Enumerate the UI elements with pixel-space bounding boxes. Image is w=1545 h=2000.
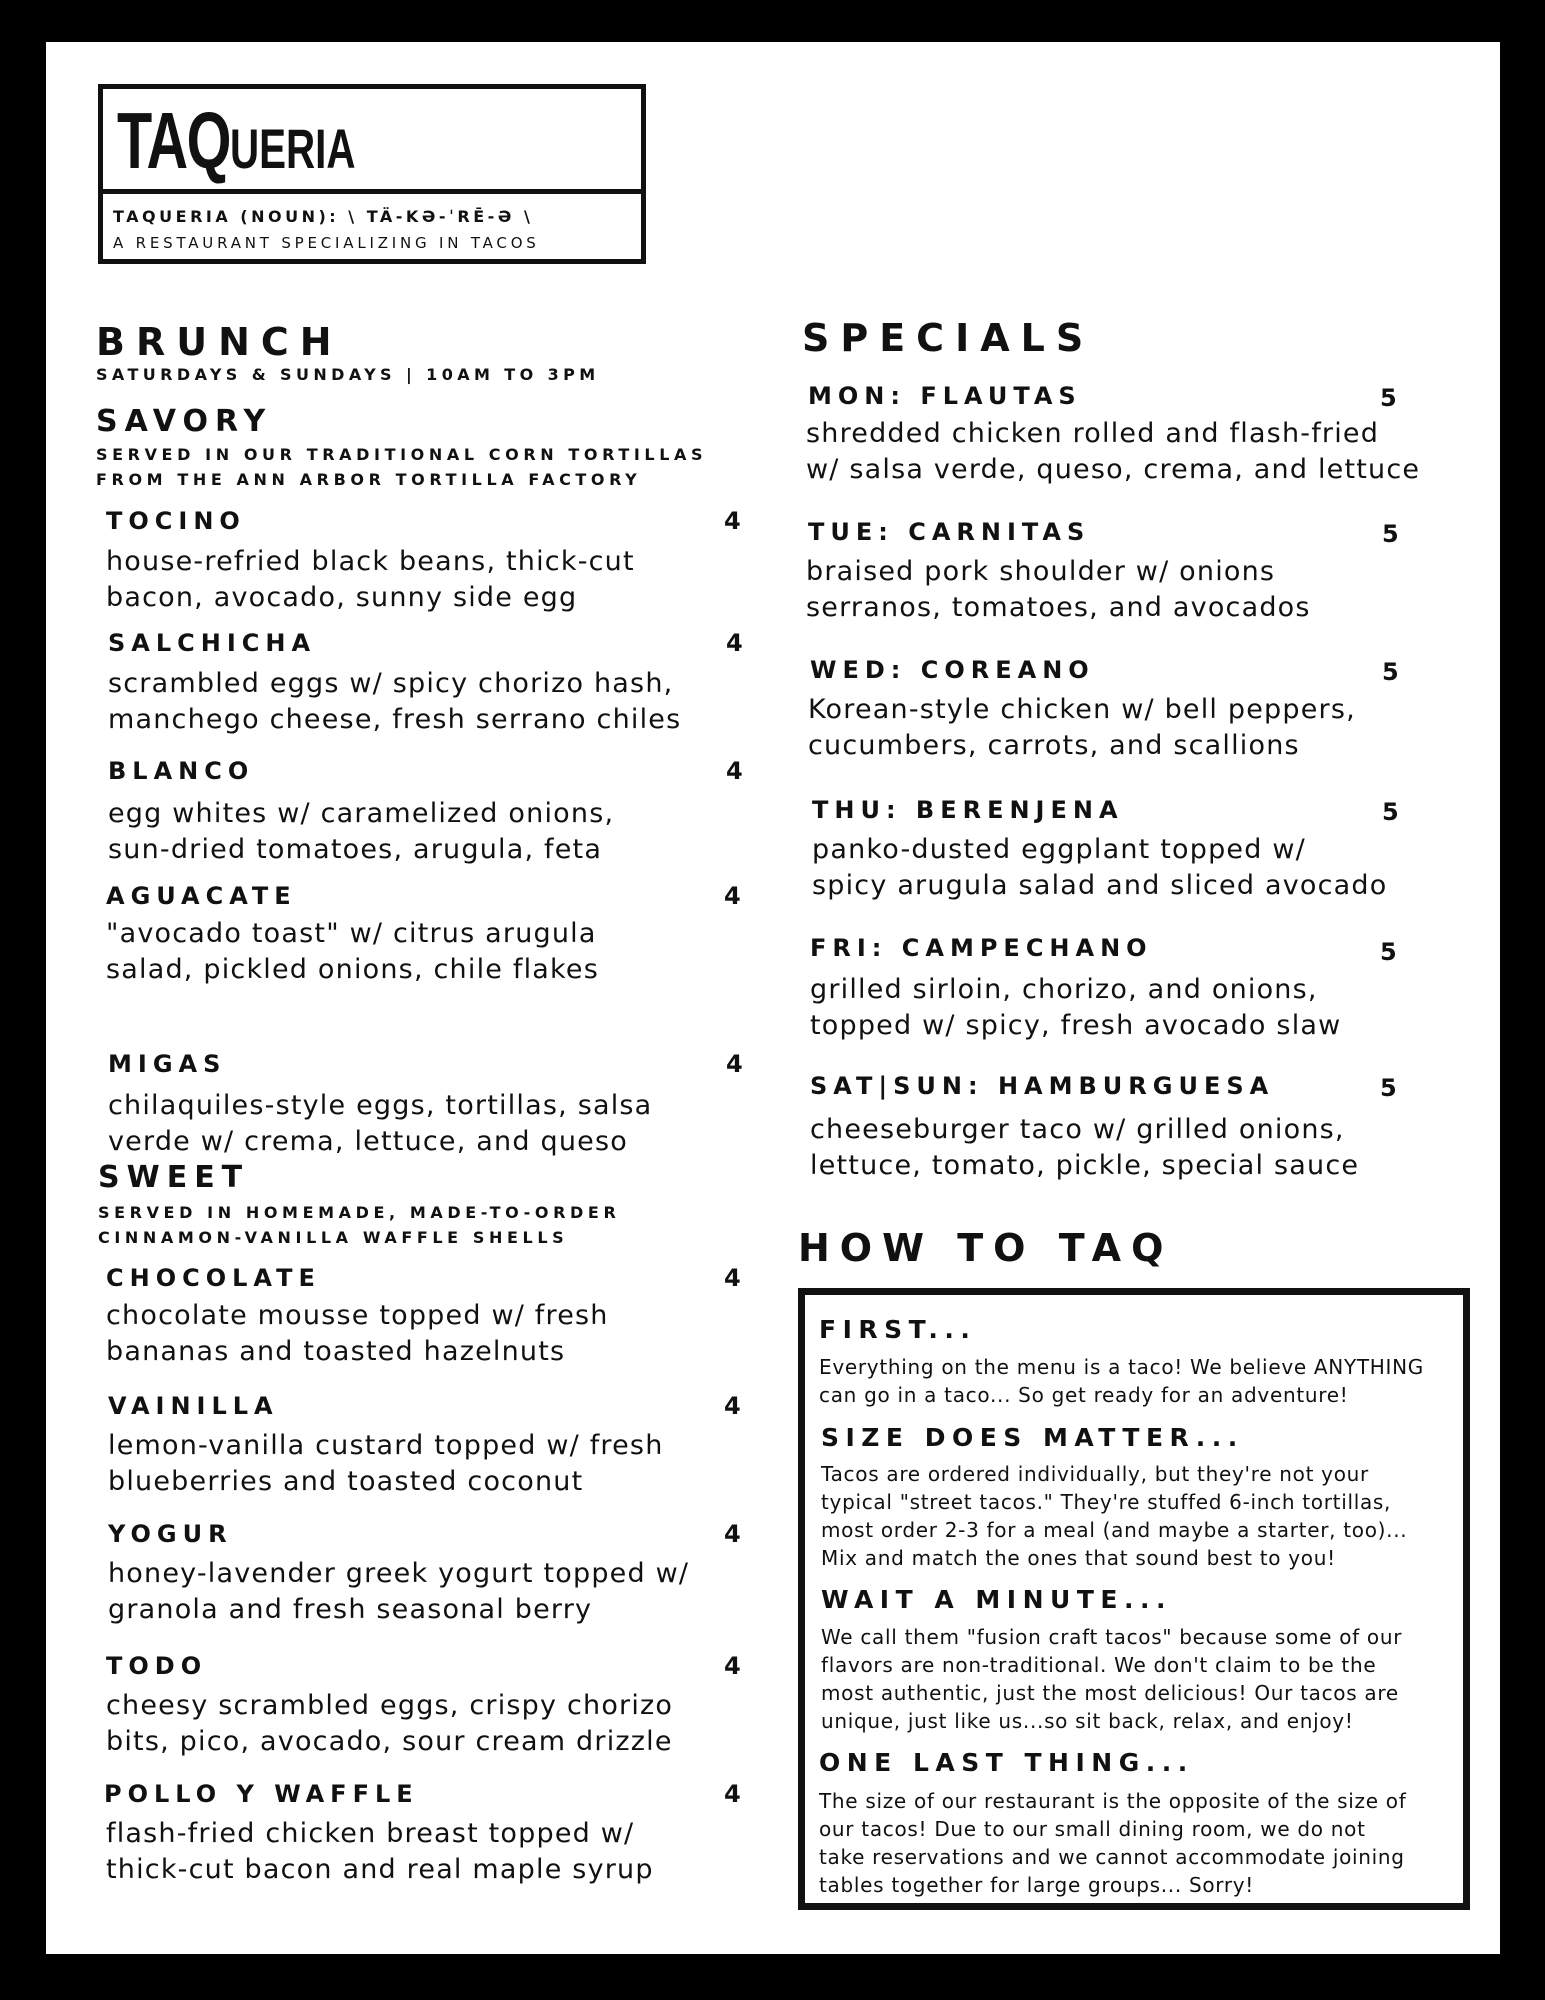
sweet-subtitle-line-2: CINNAMON-VANILLA WAFFLE SHELLS bbox=[98, 1228, 569, 1247]
item-description-line-2: cucumbers, carrots, and scallions bbox=[808, 730, 1300, 761]
brunch-schedule: SATURDAYS & SUNDAYS | 10AM TO 3PM bbox=[96, 365, 600, 384]
how-to-box bbox=[798, 1288, 1470, 1910]
item-description-line-1: cheeseburger taco w/ grilled onions, bbox=[810, 1114, 1345, 1145]
item-name: WED: COREANO bbox=[810, 656, 1095, 684]
section-heading: SIZE DOES MATTER... bbox=[821, 1423, 1244, 1452]
section-line: The size of our restaurant is the opposite of the size of bbox=[819, 1789, 1407, 1813]
section-line: Tacos are ordered individually, but they're not your bbox=[821, 1462, 1369, 1486]
item-description-line-2: serranos, tomatoes, and avocados bbox=[806, 592, 1311, 623]
item-name: TUE: CARNITAS bbox=[808, 518, 1091, 546]
savory-title: SAVORY bbox=[96, 404, 273, 439]
section-line: Mix and match the ones that sound best to you! bbox=[821, 1546, 1336, 1570]
item-price: 4 bbox=[724, 1392, 741, 1420]
section-line: tables together for large groups... Sorry! bbox=[819, 1873, 1255, 1897]
section-heading: ONE LAST THING... bbox=[819, 1748, 1194, 1777]
item-price: 4 bbox=[726, 1050, 743, 1078]
logo-big-letters: TAQ bbox=[117, 96, 230, 185]
section-line: take reservations and we cannot accommodate joining bbox=[819, 1845, 1405, 1869]
item-name: TODO bbox=[106, 1652, 208, 1680]
section-heading: FIRST... bbox=[819, 1315, 977, 1344]
section-line: most authentic, just the most delicious! Our tacos are bbox=[821, 1681, 1399, 1705]
item-description-line-2: topped w/ spicy, fresh avocado slaw bbox=[810, 1010, 1342, 1041]
item-description-line-2: manchego cheese, fresh serrano chiles bbox=[108, 704, 682, 735]
logo bbox=[117, 96, 356, 185]
item-description-line-1: egg whites w/ caramelized onions, bbox=[108, 798, 615, 829]
item-name: AGUACATE bbox=[106, 882, 297, 910]
section-line: most order 2-3 for a meal (and maybe a starter, too)... bbox=[821, 1518, 1408, 1542]
item-price: 4 bbox=[724, 507, 741, 535]
section-line: flavors are non-traditional. We don't claim to be the bbox=[821, 1653, 1377, 1677]
item-price: 4 bbox=[724, 1780, 741, 1808]
item-price: 4 bbox=[726, 629, 743, 657]
item-description-line-2: verde w/ crema, lettuce, and queso bbox=[108, 1126, 628, 1157]
item-description-line-2: bacon, avocado, sunny side egg bbox=[106, 582, 578, 613]
item-name: VAINILLA bbox=[108, 1392, 279, 1420]
section-line: We call them "fusion craft tacos" because some of our bbox=[821, 1625, 1403, 1649]
definition-line-2: A RESTAURANT SPECIALIZING IN TACOS bbox=[113, 234, 540, 252]
sweet-subtitle-line-1: SERVED IN HOMEMADE, MADE-TO-ORDER bbox=[98, 1203, 621, 1222]
item-description-line-1: chilaquiles-style eggs, tortillas, salsa bbox=[108, 1090, 653, 1121]
item-description-line-1: Korean-style chicken w/ bell peppers, bbox=[808, 694, 1356, 725]
item-description-line-2: granola and fresh seasonal berry bbox=[108, 1594, 593, 1625]
item-description-line-1: "avocado toast" w/ citrus arugula bbox=[106, 918, 597, 949]
how-to-title: HOW TO TAQ bbox=[798, 1226, 1174, 1270]
specials-title: SPECIALS bbox=[802, 316, 1095, 360]
item-description-line-2: lettuce, tomato, pickle, special sauce bbox=[810, 1150, 1360, 1181]
item-name: THU: BERENJENA bbox=[812, 796, 1124, 824]
sweet-title: SWEET bbox=[98, 1160, 250, 1195]
item-price: 4 bbox=[724, 1652, 741, 1680]
item-description-line-1: house-refried black beans, thick-cut bbox=[106, 546, 635, 577]
savory-subtitle-line-2: FROM THE ANN ARBOR TORTILLA FACTORY bbox=[96, 470, 642, 489]
item-description-line-1: chocolate mousse topped w/ fresh bbox=[106, 1300, 609, 1331]
item-price: 4 bbox=[726, 757, 743, 785]
savory-subtitle-line-1: SERVED IN OUR TRADITIONAL CORN TORTILLAS bbox=[96, 445, 708, 464]
item-price: 5 bbox=[1380, 1074, 1397, 1102]
item-description-line-2: bananas and toasted hazelnuts bbox=[106, 1336, 566, 1367]
item-description-line-2: sun-dried tomatoes, arugula, feta bbox=[108, 834, 603, 865]
item-description-line-1: grilled sirloin, chorizo, and onions, bbox=[810, 974, 1318, 1005]
logo-title-area bbox=[103, 89, 641, 194]
item-name: BLANCO bbox=[108, 757, 255, 785]
item-description-line-2: bits, pico, avocado, sour cream drizzle bbox=[106, 1726, 673, 1757]
brunch-title: BRUNCH bbox=[96, 320, 343, 364]
menu-page bbox=[46, 42, 1500, 1954]
item-name: SAT|SUN: HAMBURGUESA bbox=[810, 1072, 1275, 1100]
item-name: CHOCOLATE bbox=[106, 1264, 321, 1292]
item-description-line-1: honey-lavender greek yogurt topped w/ bbox=[108, 1558, 690, 1589]
item-price: 5 bbox=[1380, 938, 1397, 966]
section-heading: WAIT A MINUTE... bbox=[821, 1585, 1172, 1614]
section-line: our tacos! Due to our small dining room, we do not bbox=[819, 1817, 1366, 1841]
item-name: YOGUR bbox=[108, 1520, 233, 1548]
item-description-line-2: blueberries and toasted coconut bbox=[108, 1466, 584, 1497]
item-price: 5 bbox=[1380, 384, 1397, 412]
item-name: MON: FLAUTAS bbox=[808, 382, 1082, 410]
section-line: can go in a taco... So get ready for an adventure! bbox=[819, 1383, 1349, 1407]
logo-small-letters: UERIA bbox=[229, 117, 356, 180]
item-price: 5 bbox=[1382, 658, 1399, 686]
item-description-line-1: panko-dusted eggplant topped w/ bbox=[812, 834, 1306, 865]
item-price: 5 bbox=[1382, 798, 1399, 826]
item-price: 4 bbox=[724, 1520, 741, 1548]
item-description-line-2: thick-cut bacon and real maple syrup bbox=[106, 1854, 654, 1885]
item-description-line-1: shredded chicken rolled and flash-fried bbox=[806, 418, 1380, 449]
item-description-line-1: cheesy scrambled eggs, crispy chorizo bbox=[106, 1690, 674, 1721]
item-description-line-1: lemon-vanilla custard topped w/ fresh bbox=[108, 1430, 664, 1461]
definition-line-1: TAQUERIA (NOUN): \ TÄ-KƏ-ˈRĒ-Ə \ bbox=[113, 207, 534, 226]
item-name: POLLO Y WAFFLE bbox=[104, 1780, 419, 1808]
item-description-line-2: spicy arugula salad and sliced avocado bbox=[812, 870, 1388, 901]
item-description-line-1: flash-fried chicken breast topped w/ bbox=[106, 1818, 635, 1849]
item-description-line-2: salad, pickled onions, chile flakes bbox=[106, 954, 599, 985]
item-name: TOCINO bbox=[106, 507, 246, 535]
item-price: 4 bbox=[724, 1264, 741, 1292]
item-name: MIGAS bbox=[108, 1050, 227, 1078]
section-line: typical "street tacos." They're stuffed 6-inch tortillas, bbox=[821, 1490, 1392, 1514]
item-description-line-1: scrambled eggs w/ spicy chorizo hash, bbox=[108, 668, 674, 699]
item-price: 5 bbox=[1382, 520, 1399, 548]
section-line: unique, just like us...so sit back, relax, and enjoy! bbox=[821, 1709, 1354, 1733]
section-line: Everything on the menu is a taco! We believe ANYTHING bbox=[819, 1355, 1424, 1379]
item-name: SALCHICHA bbox=[108, 629, 317, 657]
item-price: 4 bbox=[724, 882, 741, 910]
item-description-line-2: w/ salsa verde, queso, crema, and lettuce bbox=[806, 454, 1421, 485]
item-description-line-1: braised pork shoulder w/ onions bbox=[806, 556, 1276, 587]
item-name: FRI: CAMPECHANO bbox=[810, 934, 1153, 962]
logo-box bbox=[98, 84, 646, 264]
